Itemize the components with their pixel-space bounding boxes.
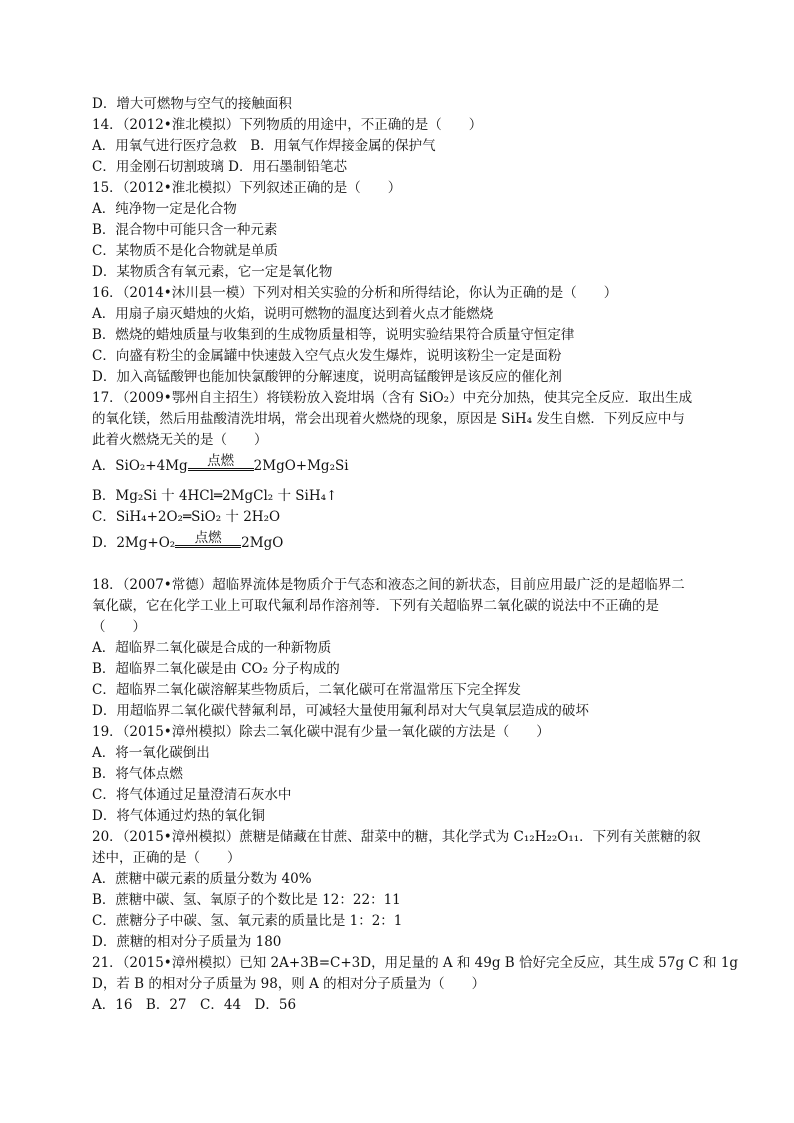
q17-option-b: B．Mg₂Si 十 4HCl═2MgCl₂ 十 SiH₄↑ (92, 488, 338, 504)
q19-option-b: B．将气体点燃 (92, 766, 183, 782)
reaction-condition: 点燃 (207, 453, 235, 469)
q19-option-d: D．将气体通过灼热的氧化铜 (92, 808, 265, 824)
q16-stem: 16．（2014•沐川县一模）下列对相关实验的分析和所得结论，你认为正确的是（ ） (92, 285, 618, 301)
q17-option-d (92, 531, 712, 563)
spacer (92, 563, 712, 575)
equation-left: A．SiO₂+4Mg (92, 458, 188, 474)
q17-option-c: C．SiH₄+2O₂═SiO₂ 十 2H₂O (92, 509, 281, 525)
q15-option-b: B．混合物中可能只含一种元素 (92, 222, 278, 238)
q17-stem-line2: 的氧化镁，然后用盐酸清洗坩埚，常会出现着火燃烧的现象，原因是 SiH₄ 发生自燃．下列反应中与 (92, 411, 685, 427)
q20-option-c: C．蔗糖分子中碳、氢、氧元素的质量比是 1：2：1 (92, 913, 403, 929)
q18-stem-line1: 18．（2007•常德）超临界流体是物质介于气态和液态之间的新状态，目前应用最广泛的是超临界二 (92, 577, 685, 593)
equation-left: D．2Mg+O₂ (92, 535, 176, 551)
q20-option-d: D．蔗糖的相对分子质量为 180 (92, 934, 282, 950)
q16-option-a: A．用扇子扇灭蜡烛的火焰，说明可燃物的温度达到着火点才能燃烧 (92, 306, 494, 322)
q20-stem-line2: 述中，正确的是（ ） (92, 850, 241, 866)
equation-right: 2MgO (241, 535, 284, 551)
q17-stem-line1: 17．（2009•鄂州自主招生）将镁粉放入瓷坩埚（含有 SiO₂）中充分加热，使其完全反应．取出生成 (92, 390, 693, 406)
q19-option-a: A．将一氧化碳倒出 (92, 745, 210, 761)
q15-option-c: C．某物质不是化合物就是单质 (92, 243, 278, 259)
q17-option-a (92, 454, 712, 486)
reaction-condition: 点燃 (194, 530, 222, 546)
q21-stem-line2: D，若 B 的相对分子质量为 98，则 A 的相对分子质量为（ ） (92, 976, 486, 992)
q14-options-ab: A．用氧气进行医疗急救 B．用氧气作焊接金属的保护气 (92, 138, 436, 154)
q21-stem-line1: 21．（2015•漳州模拟）已知 2A+3B=C+3D，用足量的 A 和 49g B 恰好完全反应，其生成 57g C 和 1g (92, 955, 739, 971)
q18-stem-line2: 氧化碳，它在化学工业上可取代氟利昂作溶剂等．下列有关超临界二氧化碳的说法中不正确的是 (92, 598, 659, 614)
q18-stem-line3: （ ） (92, 619, 146, 635)
q20-stem-line1: 20．（2015•漳州模拟）蔗糖是储藏在甘蔗、甜菜中的糖，其化学式为 C₁₂H₂₂O₁₁．下列有关蔗糖的叙 (92, 829, 701, 845)
q19-stem: 19．（2015•漳州模拟）除去二氧化碳中混有少量一氧化碳的方法是（ ） (92, 724, 550, 740)
reaction-arrow (175, 531, 241, 554)
q15-option-d: D．某物质含有氧元素，它一定是氧化物 (92, 264, 333, 280)
q19-option-c: C．将气体通过足量澄清石灰水中 (92, 787, 292, 803)
q18-option-d: D．用超临界二氧化碳代替氟利昂，可减轻大量使用氟利昂对大气臭氧层造成的破坏 (92, 703, 589, 719)
q18-option-a: A．超临界二氧化碳是合成的一种新物质 (92, 640, 332, 656)
q17-stem-line3: 此着火燃烧无关的是（ ） (92, 432, 268, 448)
q14-stem: 14．（2012•淮北模拟）下列物质的用途中，不正确的是（ ） (92, 117, 483, 133)
q21-options: A．16 B．27 C．44 D．56 (92, 997, 297, 1013)
q16-option-c: C．向盛有粉尘的金属罐中快速鼓入空气点火发生爆炸，说明该粉尘一定是面粉 (92, 348, 562, 364)
q20-option-a: A．蔗糖中碳元素的质量分数为 40% (92, 871, 312, 887)
q13-option-d: D．增大可燃物与空气的接触面积 (92, 96, 292, 112)
q18-option-b: B．超临界二氧化碳是由 CO₂ 分子构成的 (92, 661, 340, 677)
q16-option-b: B．燃烧的蜡烛质量与收集到的生成物质量相等，说明实验结果符合质量守恒定律 (92, 327, 575, 343)
q18-option-c: C．超临界二氧化碳溶解某些物质后，二氧化碳可在常温常压下完全挥发 (92, 682, 521, 698)
reaction-arrow (188, 454, 254, 477)
q20-option-b: B．蔗糖中碳、氢、氧原子的个数比是 12：22：11 (92, 892, 401, 908)
q14-options-cd: C．用金刚石切割玻璃 D．用石墨制铅笔芯 (92, 159, 347, 175)
q15-stem: 15．（2012•淮北模拟）下列叙述正确的是（ ） (92, 180, 402, 196)
question-list (92, 94, 739, 1016)
q16-option-d: D．加入高锰酸钾也能加快氯酸钾的分解速度，说明高锰酸钾是该反应的催化剂 (92, 369, 562, 385)
q15-option-a: A．纯净物一定是化合物 (92, 201, 237, 217)
equation-right: 2MgO+Mg₂Si (253, 458, 349, 474)
